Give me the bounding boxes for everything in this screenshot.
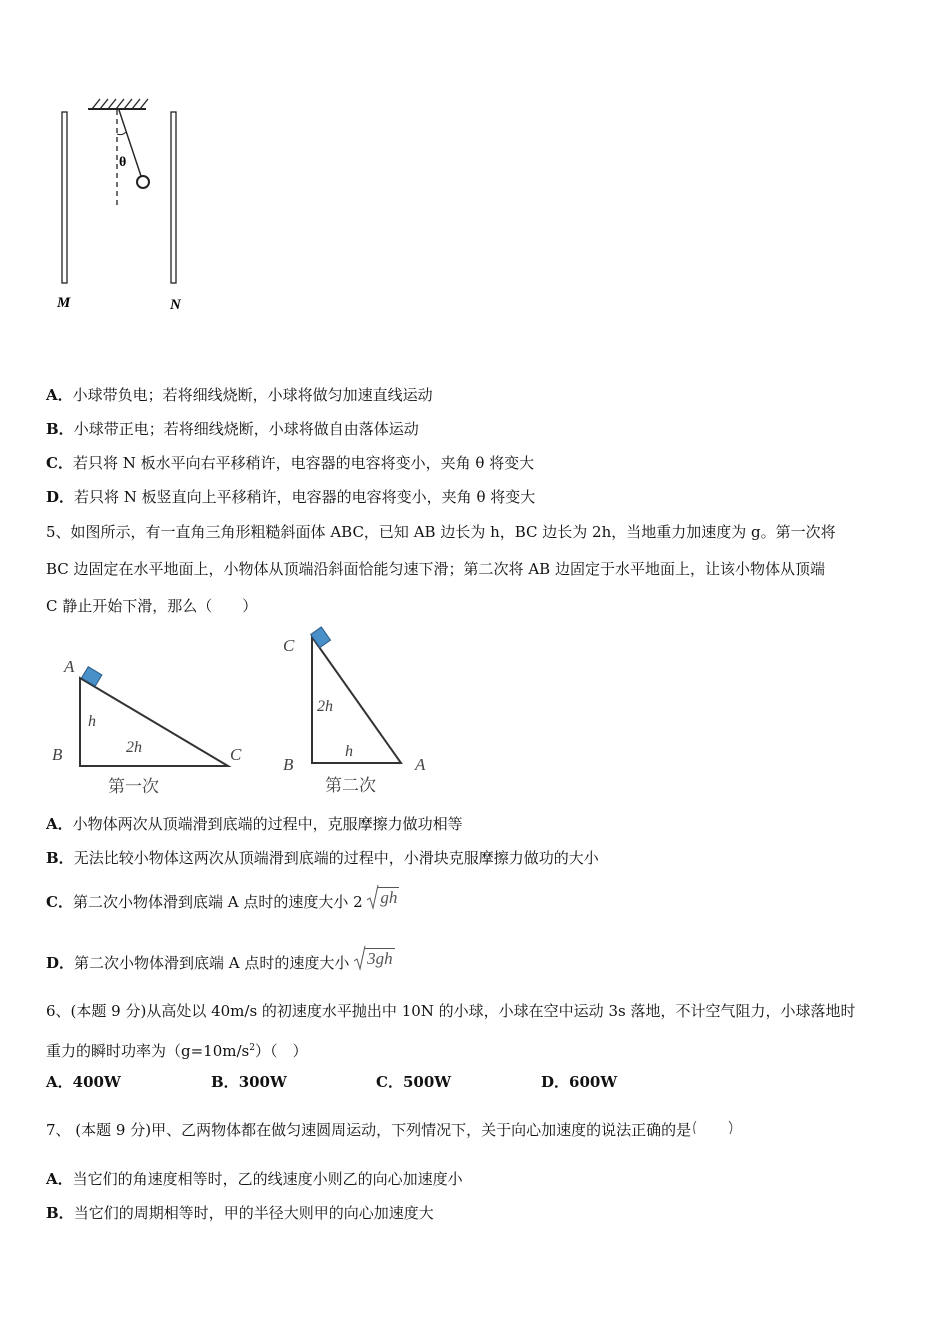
q4-option-a [46,385,433,405]
q6-option-a [46,1072,121,1092]
angle-arc [117,132,126,135]
q6-stem-text-end: ）（ ） [254,1042,308,1060]
option-label: C． [376,1073,403,1091]
sqrt-expression [367,887,399,908]
triangle-first [80,678,228,766]
option-label: B． [46,420,74,438]
option-label: B． [211,1073,239,1091]
option-text: 小物体两次从顶端滑到底端的过程中，克服摩擦力做功相等 [72,815,463,833]
incline-figure-first [44,650,254,800]
q5-option-c [46,887,399,914]
option-text: 当它们的周期相等时，甲的半径大则甲的向心加速度大 [73,1204,434,1222]
option-label: A． [46,815,73,833]
option-label: D． [46,488,75,506]
option-text: 若只将 N 板竖直向上平移稍许，电容器的电容将变小，夹角 θ 将变大 [74,488,536,506]
q4-option-c [46,453,534,473]
q5-option-b [46,848,599,868]
vertex-b-second: B [283,755,294,774]
q6-stem-text: 重力的瞬时功率为（g=10m/s [46,1042,250,1060]
radicand: gh [380,887,398,907]
option-text: 小球带负电；若将细线烧断，小球将做匀加速直线运动 [72,386,433,404]
q4-option-d [46,487,535,507]
radical-sign [367,883,379,911]
option-label: D． [541,1073,570,1091]
vertex-a-second: A [415,755,426,774]
q6-stem-line-1: 6、(本题 9 分)从高处以 40m/s 的初速度水平抛出中 10N 的小球，小球在空中运动 3s 落地，不计空气阻力，小球落地时 [46,1002,856,1020]
answer-parentheses [691,1120,735,1140]
option-label: A． [46,386,73,404]
option-text: 若只将 N 板水平向右平移稍许，电容器的电容将变小，夹角 θ 将变大 [72,454,535,472]
vertex-c-first: C [230,745,242,764]
parentheses-glyph [691,1120,735,1142]
option-text: 无法比较小物体这两次从顶端滑到底端的过程中，小滑块克服摩擦力做功的大小 [73,849,599,867]
option-text: 500W [402,1073,452,1091]
label-m: M [57,295,71,311]
q5-option-d [46,948,395,975]
plate-n [171,112,176,283]
charged-ball [137,176,149,188]
q5-stem-line-1: 5、如图所示，有一直角三角形粗糙斜面体 ABC，已知 AB 边长为 h，BC 边长为 2h，当地重力加速度为 g。第一次将 [46,523,836,541]
q6-option-c [376,1072,451,1092]
ceiling-hatch [92,99,148,109]
vertex-a-first: A [64,657,75,676]
vertex-b-first: B [52,745,63,764]
q7-stem-text: 7、 (本题 9 分)甲、乙两物体都在做匀速圆周运动，下列情况下，关于向心加速度的说法正确的是 [46,1121,692,1139]
option-text: 600W [569,1073,618,1091]
side-h-first: h [88,713,96,730]
theta-label: θ [119,155,127,170]
side-h-second: h [345,743,353,760]
side-2h-second: 2h [317,698,333,715]
option-text: 第二次小物体滑到底端 A 点时的速度大小 [74,954,350,972]
q6-option-b [211,1072,287,1092]
side-2h-first: 2h [126,739,142,756]
q7-option-a [46,1169,463,1189]
radicand: 3gh [367,948,393,968]
option-label: C． [46,893,73,911]
option-text: 300W [238,1073,287,1091]
q4-option-b [46,419,419,439]
caption-second: 第二次 [325,776,376,795]
q5-option-a [46,814,463,834]
option-text: 小球带正电；若将细线烧断，小球将做自由落体运动 [73,420,419,438]
block-second [311,627,331,648]
option-label: C． [46,454,73,472]
option-text: 当它们的角速度相等时，乙的线速度小则乙的向心加速度小 [72,1170,463,1188]
q6-stem-line-2 [46,1038,307,1061]
q5-stem-line-2: BC 边固定在水平地面上，小物体从顶端沿斜面恰能匀速下滑；第二次将 AB 边固定于水平地面上，让该小物体从顶端 [46,560,825,578]
option-label: D． [46,954,75,972]
sqrt-expression [354,948,395,969]
incline-figure-second [275,625,445,800]
option-label: B． [46,1204,74,1222]
label-n: N [170,297,181,313]
q6-exponent: 2 [249,1043,255,1053]
q5-stem-line-3: C 静止开始下滑，那么（ ） [46,597,258,615]
block-first [82,667,102,686]
radical-sign [354,944,366,972]
caption-first: 第一次 [108,777,159,796]
option-label: A． [46,1073,73,1091]
vertex-c-second: C [283,636,295,655]
capacitor-pendulum-figure [40,90,210,320]
q6-option-d [541,1072,617,1092]
q7-option-b [46,1203,434,1223]
option-text: 400W [72,1073,121,1091]
option-label: B． [46,849,74,867]
option-label: A． [46,1170,73,1188]
plate-m [62,112,67,283]
option-text: 第二次小物体滑到底端 A 点时的速度大小 2 [72,893,363,911]
q7-stem [46,1120,735,1140]
